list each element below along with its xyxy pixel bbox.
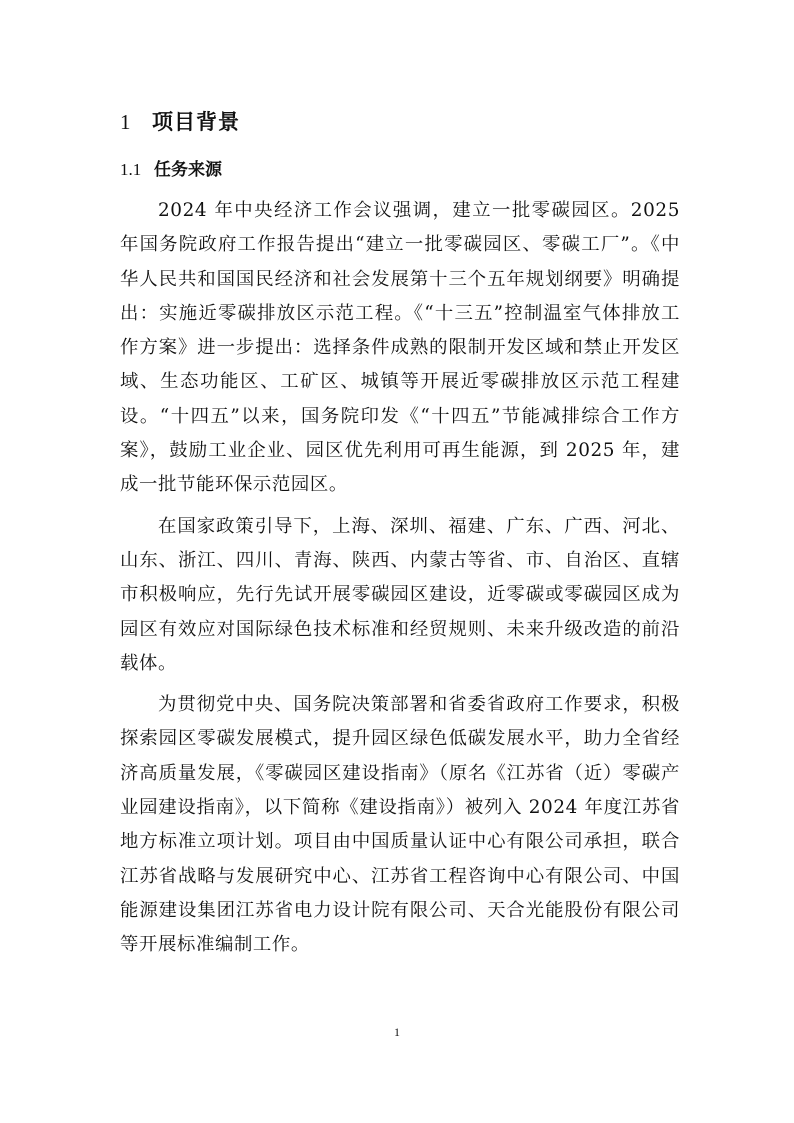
section-heading bbox=[120, 106, 240, 136]
paragraph-2: 在国家政策引导下，上海、深圳、福建、广东、广西、河北、山东、浙江、四川、青海、陕西、内蒙古等省、市、自治区、直辖市积极响应，先行先试开展零碳园区建设，近零碳或零碳园区成为园区有效应对国际绿色技术标准和经贸规则、未来升级改造的前沿载体。 bbox=[120, 515, 680, 674]
body-text bbox=[120, 194, 680, 970]
paragraph-3: 为贯彻党中央、国务院决策部署和省委省政府工作要求，积极探索园区零碳发展模式，提升园区绿色低碳发展水平，助力全省经济高质量发展，《零碳园区建设指南》（原名《江苏省（近）零碳产业园建设指南》，以下简称《建设指南》）被列入 2024 年度江苏省地方标准立项计划。项目由中国质量认证中心有限公司承担，联合江苏省战略与发展研究中心、江苏省工程咨询中心有限公司、中国能源建设集团江苏省电力设计院有限公司、天合光能股份有限公司等开展标准编制工作。 bbox=[120, 694, 680, 956]
subsection-title: 任务来源 bbox=[154, 160, 222, 180]
paragraph-1: 2024 年中央经济工作会议强调，建立一批零碳园区。2025 年国务院政府工作报告提出“建立一批零碳园区、零碳工厂”。《中华人民共和国国民经济和社会发展第十三个五年规划纲要》明确提出：实施近零碳排放区示范工程。《“十三五”控制温室气体排放工作方案》进一步提出：选择条件成熟的限制开发区域和禁止开发区域、生态功能区、工矿区、城镇等开展近零碳排放区示范工程建设。“十四五”以来，国务院印发《“十四五”节能减排综合工作方案》，鼓励工业企业、园区优先利用可再生能源，到 2025 年，建成一批节能环保示范园区。 bbox=[120, 200, 680, 496]
section-number: 1 bbox=[120, 110, 132, 134]
section-title: 项目背景 bbox=[152, 110, 240, 134]
page-number: 1 bbox=[394, 1025, 400, 1039]
subsection-number: 1.1 bbox=[120, 160, 142, 179]
subsection-heading bbox=[120, 155, 222, 180]
